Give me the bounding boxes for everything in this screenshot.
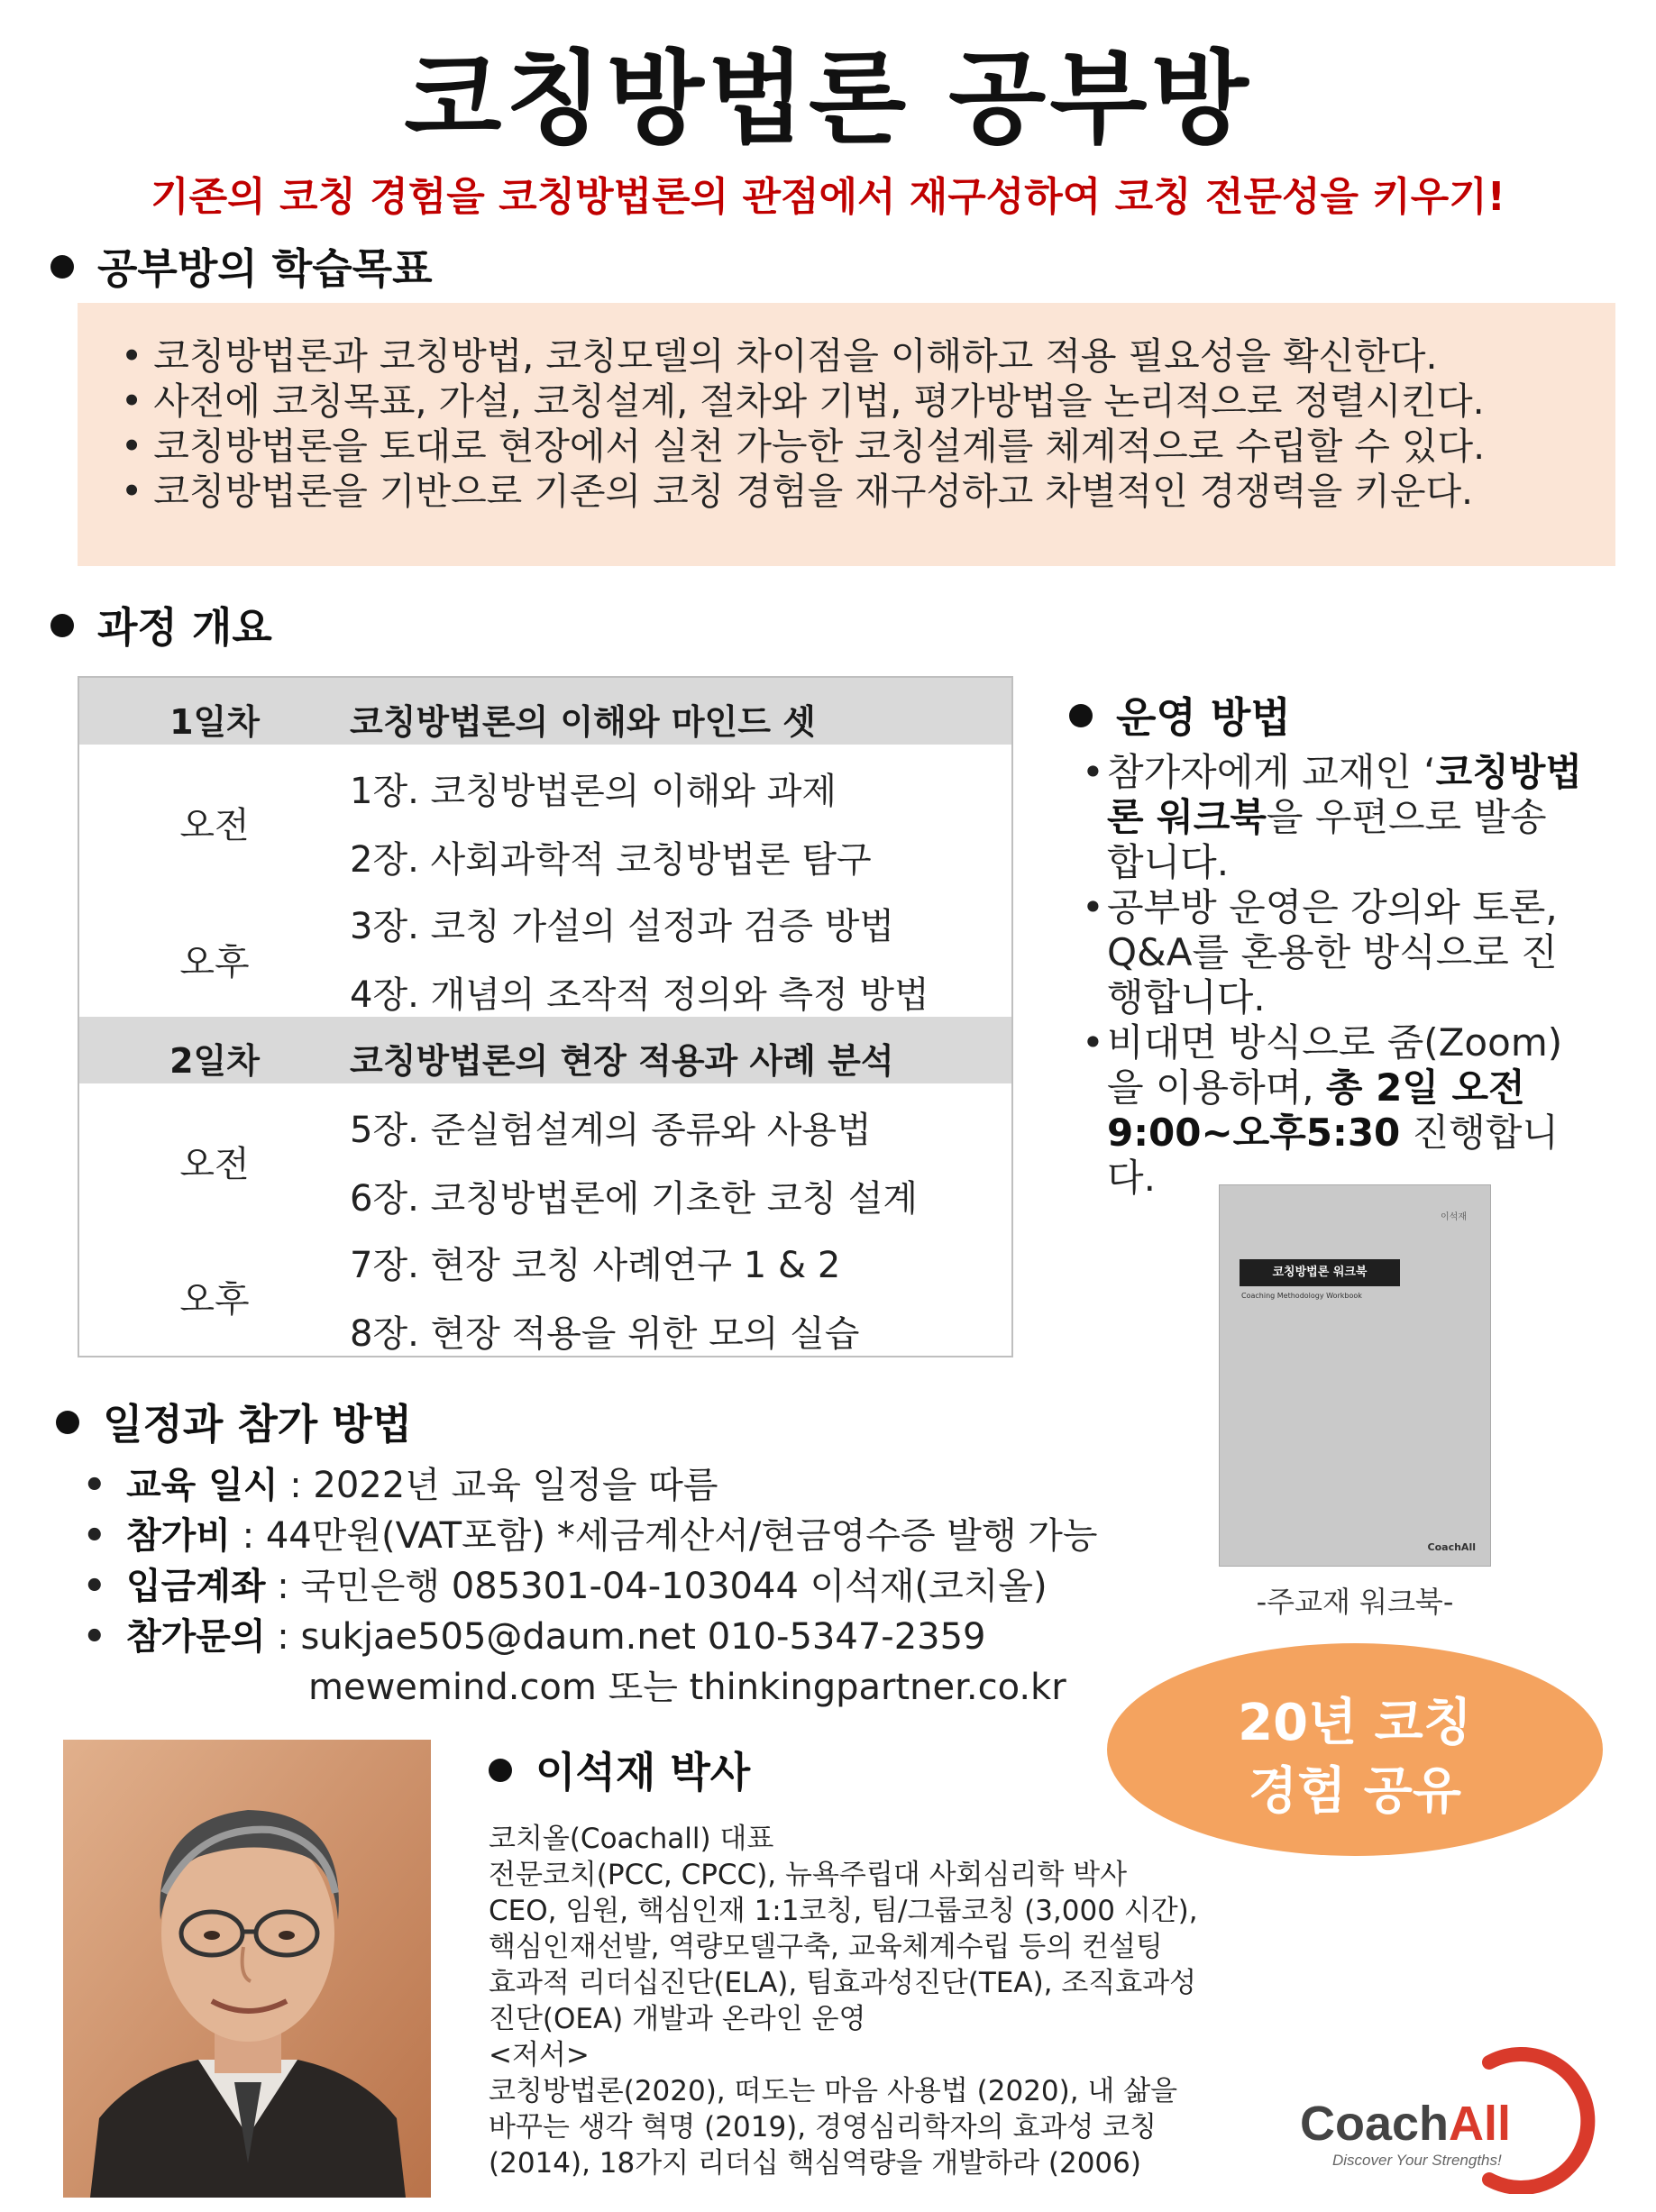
chapter-item: 1장. 코칭방법론의 이해와 과제 bbox=[350, 771, 837, 812]
period-afternoon: 오후 bbox=[179, 942, 250, 983]
day-label: 2일차 bbox=[169, 1041, 260, 1081]
operation-item: • 공부방 운영은 강의와 토론, Q&A를 혼용한 방식으로 진행합니다. bbox=[1078, 885, 1583, 1020]
info-row: • 교육 일시 : 2022년 교육 일정을 따름 bbox=[83, 1465, 718, 1506]
chapter-item: 2장. 사회과학적 코칭방법론 탐구 bbox=[350, 839, 872, 881]
goals-box bbox=[78, 303, 1615, 566]
goal-item: • 코칭방법론과 코칭방법, 코칭모델의 차이점을 이해하고 적용 필요성을 확신한다. bbox=[121, 334, 1615, 379]
info-row: • 입금계좌 : 국민은행 085301-04-103044 이석재(코치올) bbox=[83, 1566, 1048, 1607]
operation-item: • 비대면 방식으로 줌(Zoom)을 이용하며, 총 2일 오전 9:00~오후5:30 진행합니다. bbox=[1078, 1020, 1583, 1201]
bullet-dot-icon bbox=[50, 255, 74, 279]
bullet-dot-icon bbox=[1069, 704, 1093, 727]
goal-item: • 사전에 코칭목표, 가설, 코칭설계, 절차와 기법, 평가방법을 논리적으로 정렬시킨다. bbox=[121, 379, 1615, 424]
book-logo: CoachAll bbox=[1427, 1541, 1476, 1553]
chapter-item: 8장. 현장 적용을 위한 모의 실습 bbox=[350, 1313, 860, 1355]
day-theme: 코칭방법론의 이해와 마인드 셋 bbox=[350, 702, 816, 742]
badge-line: 20년 코칭 bbox=[1238, 1694, 1472, 1752]
contact-websites: mewemind.com 또는 thinkingpartner.co.kr bbox=[308, 1667, 1066, 1708]
workbook-cover-image bbox=[1219, 1184, 1491, 1567]
goals-heading: 공부방의 학습목표 bbox=[50, 236, 433, 296]
bullet-dot-icon bbox=[50, 614, 74, 637]
bullet-dot-icon bbox=[56, 1411, 79, 1434]
page-title: 코칭방법론 공부방 bbox=[404, 41, 1252, 158]
period-afternoon: 오후 bbox=[179, 1279, 250, 1321]
logo-ring-icon bbox=[1296, 2046, 1621, 2194]
operation-heading: 운영 방법 bbox=[1069, 685, 1291, 745]
schedule-table bbox=[78, 676, 1013, 1357]
overview-heading: 과정 개요 bbox=[50, 595, 272, 654]
day-theme: 코칭방법론의 현장 적용과 사례 분석 bbox=[350, 1041, 894, 1081]
operation-list bbox=[1078, 750, 1583, 1201]
chapter-item: 4장. 개념의 조작적 정의와 측정 방법 bbox=[350, 974, 929, 1016]
bio-line: <저서> bbox=[489, 2039, 590, 2071]
profile-photo bbox=[63, 1740, 431, 2198]
chapter-item: 6장. 코칭방법론에 기초한 코칭 설계 bbox=[350, 1178, 918, 1220]
bio-line: 진단(OEA) 개발과 온라인 운영 bbox=[489, 2003, 866, 2035]
operation-item: • 참가자에게 교재인 ‘코칭방법론 워크북을 우편으로 발송합니다. bbox=[1078, 750, 1583, 885]
bio-line: (2014), 18가지 리더십 핵심역량을 개발하라 (2006) bbox=[489, 2147, 1141, 2180]
bio-line: 코칭방법론(2020), 떠도는 마음 사용법 (2020), 내 삶을 bbox=[489, 2075, 1178, 2107]
profile-bio bbox=[489, 1821, 1282, 2181]
svg-text:CoachAll: CoachAll bbox=[1300, 2097, 1512, 2151]
goal-item: • 코칭방법론을 토대로 현장에서 실천 가능한 코칭설계를 체계적으로 수립할 수 있다. bbox=[121, 424, 1615, 469]
page-subtitle: 기존의 코칭 경험을 코칭방법론의 관점에서 재구성하여 코칭 전문성을 키우기! bbox=[151, 174, 1505, 220]
bio-line: 전문코치(PCC, CPCC), 뉴욕주립대 사회심리학 박사 bbox=[489, 1859, 1128, 1891]
day-header-row bbox=[79, 678, 1011, 745]
bio-line: 효과적 리더십진단(ELA), 팀효과성진단(TEA), 조직효과성 bbox=[489, 1967, 1197, 1999]
schedule-info-heading: 일정과 참가 방법 bbox=[56, 1392, 412, 1451]
day-label: 1일차 bbox=[169, 702, 260, 742]
portrait-illustration bbox=[63, 1740, 431, 2198]
info-row: • 참가문의 : sukjae505@daum.net 010-5347-2359 bbox=[83, 1616, 986, 1658]
coachall-logo bbox=[1296, 2046, 1621, 2194]
book-title: 코칭방법론 워크북 bbox=[1240, 1259, 1400, 1286]
badge-line: 경험 공유 bbox=[1249, 1762, 1461, 1821]
schedule-info-list bbox=[83, 1460, 1098, 1713]
chapter-item: 5장. 준실험설계의 종류와 사용법 bbox=[350, 1110, 872, 1151]
period-morning: 오전 bbox=[179, 805, 250, 846]
bio-line: CEO, 임원, 핵심인재 1:1코칭, 팀/그룹코칭 (3,000 시간), bbox=[489, 1895, 1198, 1927]
period-morning: 오전 bbox=[179, 1144, 250, 1185]
profile-heading: 이석재 박사 bbox=[489, 1740, 750, 1799]
book-author: 이석재 bbox=[1441, 1212, 1467, 1222]
bio-line: 바꾸는 생각 혁명 (2019), 경영심리학자의 효과성 코칭 bbox=[489, 2111, 1157, 2143]
day-header-row bbox=[79, 1017, 1011, 1083]
svg-text:Discover Your Strengths!: Discover Your Strengths! bbox=[1332, 2152, 1502, 2169]
book-caption: -주교재 워크북- bbox=[1256, 1585, 1454, 1619]
chapter-item: 7장. 현장 코칭 사례연구 1 & 2 bbox=[350, 1245, 841, 1286]
bio-line: 코치올(Coachall) 대표 bbox=[489, 1823, 774, 1855]
book-subtitle: Coaching Methodology Workbook bbox=[1241, 1292, 1362, 1300]
chapter-item: 3장. 코칭 가설의 설정과 검증 방법 bbox=[350, 906, 895, 947]
bullet-dot-icon bbox=[489, 1759, 512, 1782]
info-row: • 참가비 : 44만원(VAT포함) *세금계산서/현금영수증 발행 가능 bbox=[83, 1515, 1098, 1557]
bio-line: 핵심인재선발, 역량모델구축, 교육체계수립 등의 컨설팅 bbox=[489, 1931, 1163, 1963]
goal-item: • 코칭방법론을 기반으로 기존의 코칭 경험을 재구성하고 차별적인 경쟁력을 키운다. bbox=[121, 469, 1615, 514]
